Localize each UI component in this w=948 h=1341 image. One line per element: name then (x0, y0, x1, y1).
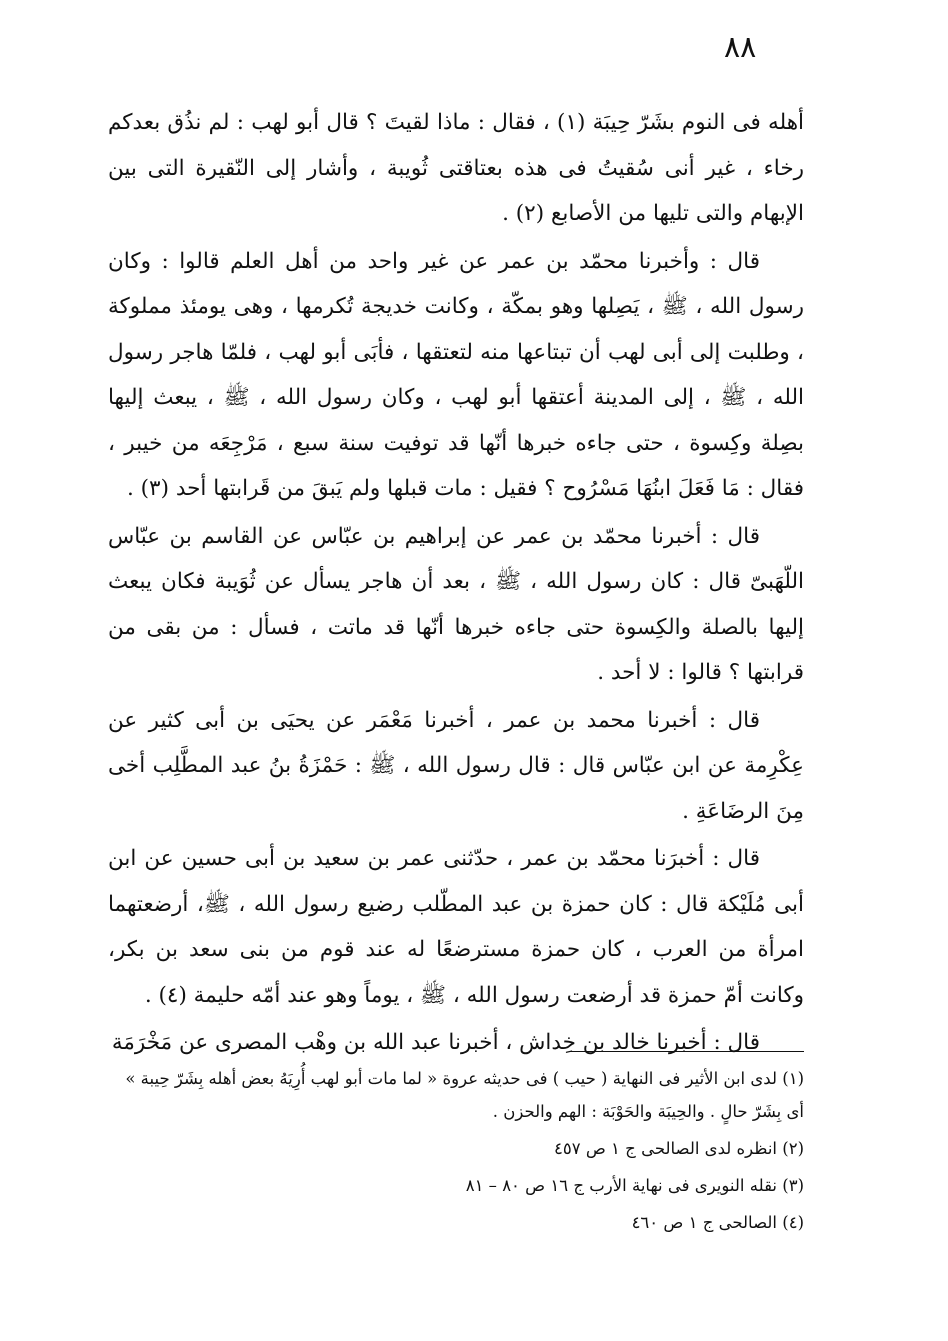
paragraph-4: قال : أخبرنا محمد بن عمر ، أخبرنا مَعْمَر عن يحيَى بن أبى كثير عن عِكْرِمة عن ابن عبّاس قال : قال رسول الله ، ﷺ : حَمْزَةُ بنُ عبد المطَّلِب أخى مِنَ الرضَاعَةِ . (108, 707, 804, 824)
paragraph-1: أهله فى النوم بشَرّ حِيبَة (١) ، فقال : ماذا لقيتَ ؟ قال أبو لهب : لم نذُق بعدكم رخاء ، غير أنى سُقيتُ فى هذه بعتاقتى ثُويبة ، وأشار إلى النّقيرة التى بين الإبهام والتى تليها من الأصابع (٢) . (108, 110, 805, 226)
paragraph-6: قال : أخبرنا خالد بن خِداش ، أخبرنا عبد الله بن وهْب المصرى عن مَخْرَمَة (111, 1030, 760, 1055)
paragraph-3: قال : أخبرنا محمّد بن عمر عن إبراهيم بن عبّاس عن القاسم بن عبّاس اللّهَبىّ قال : كان رسول الله ، ﷺ ، بعد أن هاجر يسأل عن ثُوَيبة فكان يبعث إليها بالصلة والكِسوة حتى جاءه خبرها أنّها قد ماتت ، فسأل : من بقى من قرابتها ؟ قالوا : لا أحد . (108, 523, 804, 685)
paragraph-2: قال : وأخبرنا محمّد بن عمر عن غير واحد من أهل العلم قالوا : وكان رسول الله ، ﷺ ، يَصِلها وهو بمكّة ، وكانت خديجة تُكرمها ، وهى يومئذ مملوكة ، وطلبت إلى أبى لهب أن تبتاعها منه لتعتقها ، فأبَى أبو لهب ، فلمّا هاجر رسول الله ، ﷺ ، إلى المدينة أعتقها أبو لهب ، وكان رسول الله ، ﷺ ، يبعث إليها بصِلة وكِسوة ، حتى جاءه خبرها أنّها قد توفيت سنة سبع ، مَرْجِعَه من خيبر ، فقال : مَا فَعَلَ ابنُهَا مَسْرُوح ؟ فقيل : مات قبلها ولم يَبقَ من قَرابتها أحد (٣) . (108, 248, 804, 501)
footnote-4: (٤) الصالحى ج ١ ص ٤٦٠ (631, 1213, 804, 1232)
footnote-divider (570, 1051, 804, 1052)
page-number: ٨٨ (724, 30, 757, 65)
footnote-3: (٣) نقله النويرى فى نهاية الأرب ج ١٦ ص ٨٠ – ٨١ (465, 1176, 804, 1195)
body-text (108, 100, 804, 1068)
footnote-1: (١) لدى ابن الأثير فى النهاية ( حيب ) فى حديثه عروة « لما مات أبو لهب أُرِيَهُ بعض أهله بِشَرّ حِيبة » أى بِشَرّ حالٍ . والحِيبَة والحَوْبَة : الهم والحزن . (125, 1069, 804, 1121)
paragraph-5: قال : أخبرَنا محمّد بن عمر ، حدّثنى عمر بن سعيد بن أبى حسين عن ابن أبى مُلَيْكة قال : كان حمزة بن عبد المطّلب رضيع رسول الله ، ﷺ، أرضعتهما امرأة من العرب ، كان حمزة مسترضعًا له عند قوم من بنى سعد بن بكر، وكانت أمّ حمزة قد أرضعت رسول الله ، ﷺ ، يوماً وهو عند أمّه حليمة (٤) . (108, 846, 804, 1008)
footnote-2: (٢) انظره لدى الصالحى ج ١ ص ٤٥٧ (554, 1139, 804, 1158)
footnotes (108, 1062, 804, 1243)
